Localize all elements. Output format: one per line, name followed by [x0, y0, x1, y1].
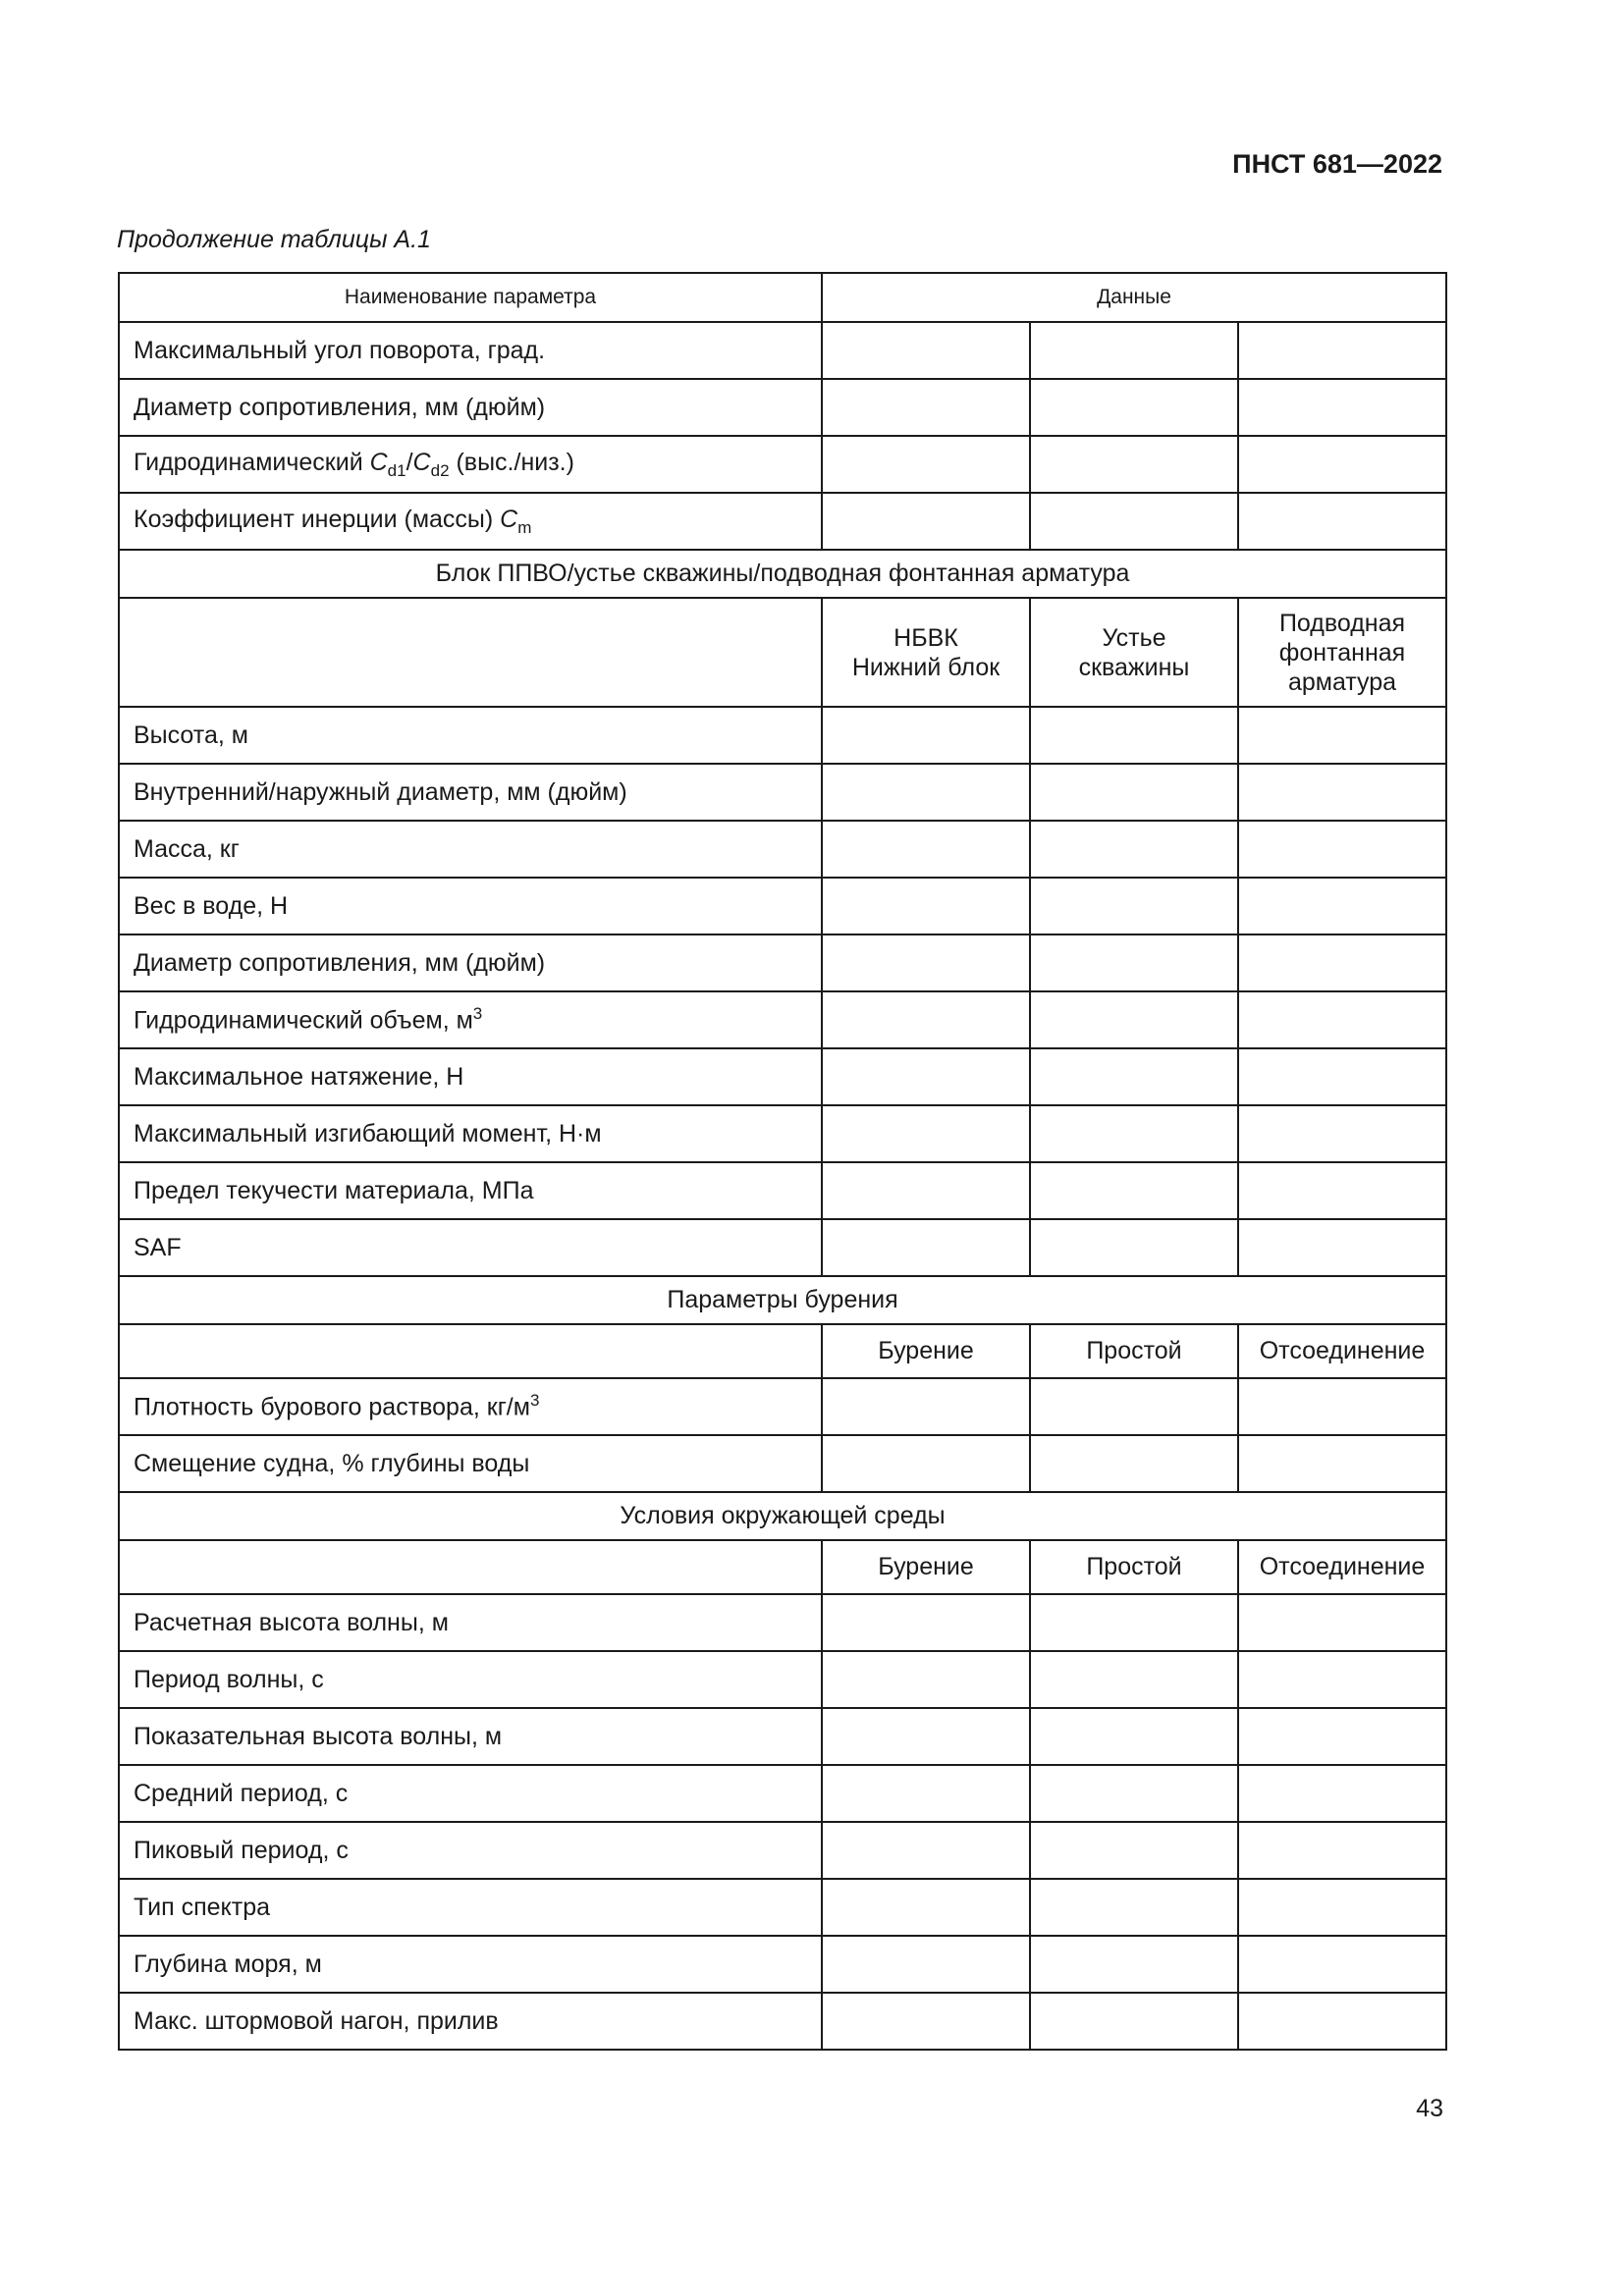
data-cell[interactable] [1238, 1936, 1446, 1993]
data-cell[interactable] [1030, 821, 1238, 878]
row-label: Максимальный угол поворота, град. [119, 322, 822, 379]
subheader-disconnect: Отсоединение [1238, 1324, 1446, 1378]
table-row [119, 1162, 1446, 1219]
data-cell[interactable] [1238, 878, 1446, 934]
data-cell[interactable] [1238, 934, 1446, 991]
data-cell[interactable] [1238, 821, 1446, 878]
row-label: Смещение судна, % глубины воды [119, 1435, 822, 1492]
data-cell[interactable] [822, 821, 1030, 878]
table-header-row [119, 273, 1446, 322]
subheader-drilling: Бурение [822, 1540, 1030, 1594]
data-cell[interactable] [822, 878, 1030, 934]
row-label: Средний период, с [119, 1765, 822, 1822]
row-label: Гидродинамический объем, $м^3$ [119, 991, 822, 1048]
subheader-idle: Простой [1030, 1324, 1238, 1378]
data-cell[interactable] [822, 1105, 1030, 1162]
data-cell[interactable] [1238, 991, 1446, 1048]
data-cell[interactable] [1238, 707, 1446, 764]
row-label: Тип спектра [119, 1879, 822, 1936]
header-data: Данные [822, 273, 1446, 322]
data-cell[interactable] [1030, 379, 1238, 436]
data-cell[interactable] [1030, 322, 1238, 379]
table-row [119, 322, 1446, 379]
table-row [119, 934, 1446, 991]
header-parameter-name: Наименование параметра [119, 273, 822, 322]
data-cell[interactable] [822, 493, 1030, 550]
table-row [119, 1879, 1446, 1936]
data-cell[interactable] [1030, 1105, 1238, 1162]
section-title-row [119, 1492, 1446, 1540]
data-cell[interactable] [1238, 1105, 1446, 1162]
row-label: Плотность бурового раствора, $кг/м^3$ [119, 1378, 822, 1435]
row-label: Вес в воде, Н [119, 878, 822, 934]
subheader-row [119, 1540, 1446, 1594]
row-label: Максимальное натяжение, Н [119, 1048, 822, 1105]
subheader-row [119, 598, 1446, 707]
row-label: Показательная высота волны, м [119, 1708, 822, 1765]
table-row [119, 493, 1446, 550]
table-row [119, 764, 1446, 821]
section-title-environment: Условия окружающей среды [119, 1492, 1446, 1540]
data-cell[interactable] [822, 1594, 1030, 1651]
subheader-idle: Простой [1030, 1540, 1238, 1594]
table-caption: Продолжение таблицы А.1 [117, 226, 431, 253]
data-cell[interactable] [1238, 1219, 1446, 1276]
section-title-row [119, 1276, 1446, 1324]
data-cell[interactable] [822, 934, 1030, 991]
data-cell[interactable] [822, 707, 1030, 764]
data-cell[interactable] [1030, 1162, 1238, 1219]
data-cell[interactable] [822, 436, 1030, 493]
subheader-empty [119, 598, 822, 707]
data-cell[interactable] [822, 1219, 1030, 1276]
data-cell[interactable] [1238, 1651, 1446, 1708]
data-cell[interactable] [822, 991, 1030, 1048]
data-cell[interactable] [822, 1879, 1030, 1936]
data-cell[interactable] [1238, 1048, 1446, 1105]
data-cell[interactable] [1238, 1162, 1446, 1219]
data-cell[interactable] [822, 1162, 1030, 1219]
table-row [119, 1936, 1446, 1993]
data-cell[interactable] [822, 1936, 1030, 1993]
row-label: Глубина моря, м [119, 1936, 822, 1993]
data-cell[interactable] [1238, 322, 1446, 379]
data-cell[interactable] [1030, 1936, 1238, 1993]
row-label: Предел текучести материала, МПа [119, 1162, 822, 1219]
data-cell[interactable] [1030, 1378, 1238, 1435]
data-cell[interactable] [1030, 1594, 1238, 1651]
data-cell[interactable] [1238, 1822, 1446, 1879]
row-label: Гидродинамический $C_{d1}/C_{d2}$ (выс./низ.) [119, 436, 822, 493]
table-row [119, 1378, 1446, 1435]
data-cell[interactable] [1238, 1879, 1446, 1936]
data-cell[interactable] [1238, 379, 1446, 436]
data-cell[interactable] [1030, 1879, 1238, 1936]
data-cell[interactable] [822, 1048, 1030, 1105]
data-cell[interactable] [1030, 707, 1238, 764]
data-cell[interactable] [1238, 1435, 1446, 1492]
data-cell[interactable] [822, 322, 1030, 379]
table-row [119, 1048, 1446, 1105]
table-row [119, 1594, 1446, 1651]
table-row [119, 1219, 1446, 1276]
document-code: ПНСТ 681—2022 [1232, 149, 1442, 179]
subheader-drilling: Бурение [822, 1324, 1030, 1378]
row-label: Расчетная высота волны, м [119, 1594, 822, 1651]
data-cell[interactable] [1030, 1708, 1238, 1765]
table-row [119, 1105, 1446, 1162]
table-row [119, 878, 1446, 934]
data-cell[interactable] [1238, 764, 1446, 821]
data-cell[interactable] [1030, 878, 1238, 934]
table-row [119, 707, 1446, 764]
row-label: SAF [119, 1219, 822, 1276]
section-title-drilling: Параметры бурения [119, 1276, 1446, 1324]
data-cell[interactable] [822, 764, 1030, 821]
table-row [119, 436, 1446, 493]
data-cell[interactable] [1238, 1594, 1446, 1651]
data-cell[interactable] [1030, 764, 1238, 821]
table-row [119, 1822, 1446, 1879]
data-cell[interactable] [822, 1378, 1030, 1435]
data-cell[interactable] [1030, 1048, 1238, 1105]
data-cell[interactable] [1030, 1651, 1238, 1708]
data-cell[interactable] [1238, 1993, 1446, 2050]
data-cell[interactable] [1238, 436, 1446, 493]
subheader-empty [119, 1324, 822, 1378]
section-title-row [119, 550, 1446, 598]
data-cell[interactable] [1030, 1993, 1238, 2050]
data-cell[interactable] [822, 1822, 1030, 1879]
table-row [119, 1708, 1446, 1765]
data-cell[interactable] [1030, 1435, 1238, 1492]
data-cell[interactable] [1030, 991, 1238, 1048]
data-cell[interactable] [1238, 1708, 1446, 1765]
data-cell[interactable] [1030, 436, 1238, 493]
data-cell[interactable] [1238, 493, 1446, 550]
table-row [119, 1651, 1446, 1708]
table-row [119, 1765, 1446, 1822]
row-label: Диаметр сопротивления, мм (дюйм) [119, 379, 822, 436]
data-cell[interactable] [822, 1993, 1030, 2050]
data-cell[interactable] [1030, 1219, 1238, 1276]
data-cell[interactable] [1030, 1765, 1238, 1822]
row-label: Максимальный изгибающий момент, Н·м [119, 1105, 822, 1162]
row-label: Период волны, с [119, 1651, 822, 1708]
data-cell[interactable] [1238, 1378, 1446, 1435]
table-row [119, 1435, 1446, 1492]
table-row [119, 821, 1446, 878]
data-cell[interactable] [1030, 1822, 1238, 1879]
subheader-empty [119, 1540, 822, 1594]
data-cell[interactable] [1030, 493, 1238, 550]
section-title-bop: Блок ППВО/устье скважины/подводная фонтанная арматура [119, 550, 1446, 598]
data-cell[interactable] [822, 1435, 1030, 1492]
row-label: Пиковый период, с [119, 1822, 822, 1879]
subheader-row [119, 1324, 1446, 1378]
subheader-subsea-tree: Подводная фонтанная арматура [1238, 598, 1446, 707]
page-number: 43 [1416, 2095, 1443, 2122]
subheader-disconnect: Отсоединение [1238, 1540, 1446, 1594]
row-label: Масса, кг [119, 821, 822, 878]
data-cell[interactable] [822, 1765, 1030, 1822]
data-cell[interactable] [1030, 934, 1238, 991]
data-cell[interactable] [822, 1651, 1030, 1708]
table-row [119, 991, 1446, 1048]
subheader-lower-block: НБВК Нижний блок [822, 598, 1030, 707]
data-cell[interactable] [1238, 1765, 1446, 1822]
table-row [119, 1993, 1446, 2050]
row-label: Коэффициент инерции (массы) $C_m$ [119, 493, 822, 550]
row-label: Макс. штормовой нагон, прилив [119, 1993, 822, 2050]
table-row [119, 379, 1446, 436]
data-cell[interactable] [822, 379, 1030, 436]
row-label: Внутренний/наружный диаметр, мм (дюйм) [119, 764, 822, 821]
row-label: Диаметр сопротивления, мм (дюйм) [119, 934, 822, 991]
parameters-table [118, 272, 1447, 2051]
data-cell[interactable] [822, 1708, 1030, 1765]
row-label: Высота, м [119, 707, 822, 764]
subheader-wellhead: Устье скважины [1030, 598, 1238, 707]
